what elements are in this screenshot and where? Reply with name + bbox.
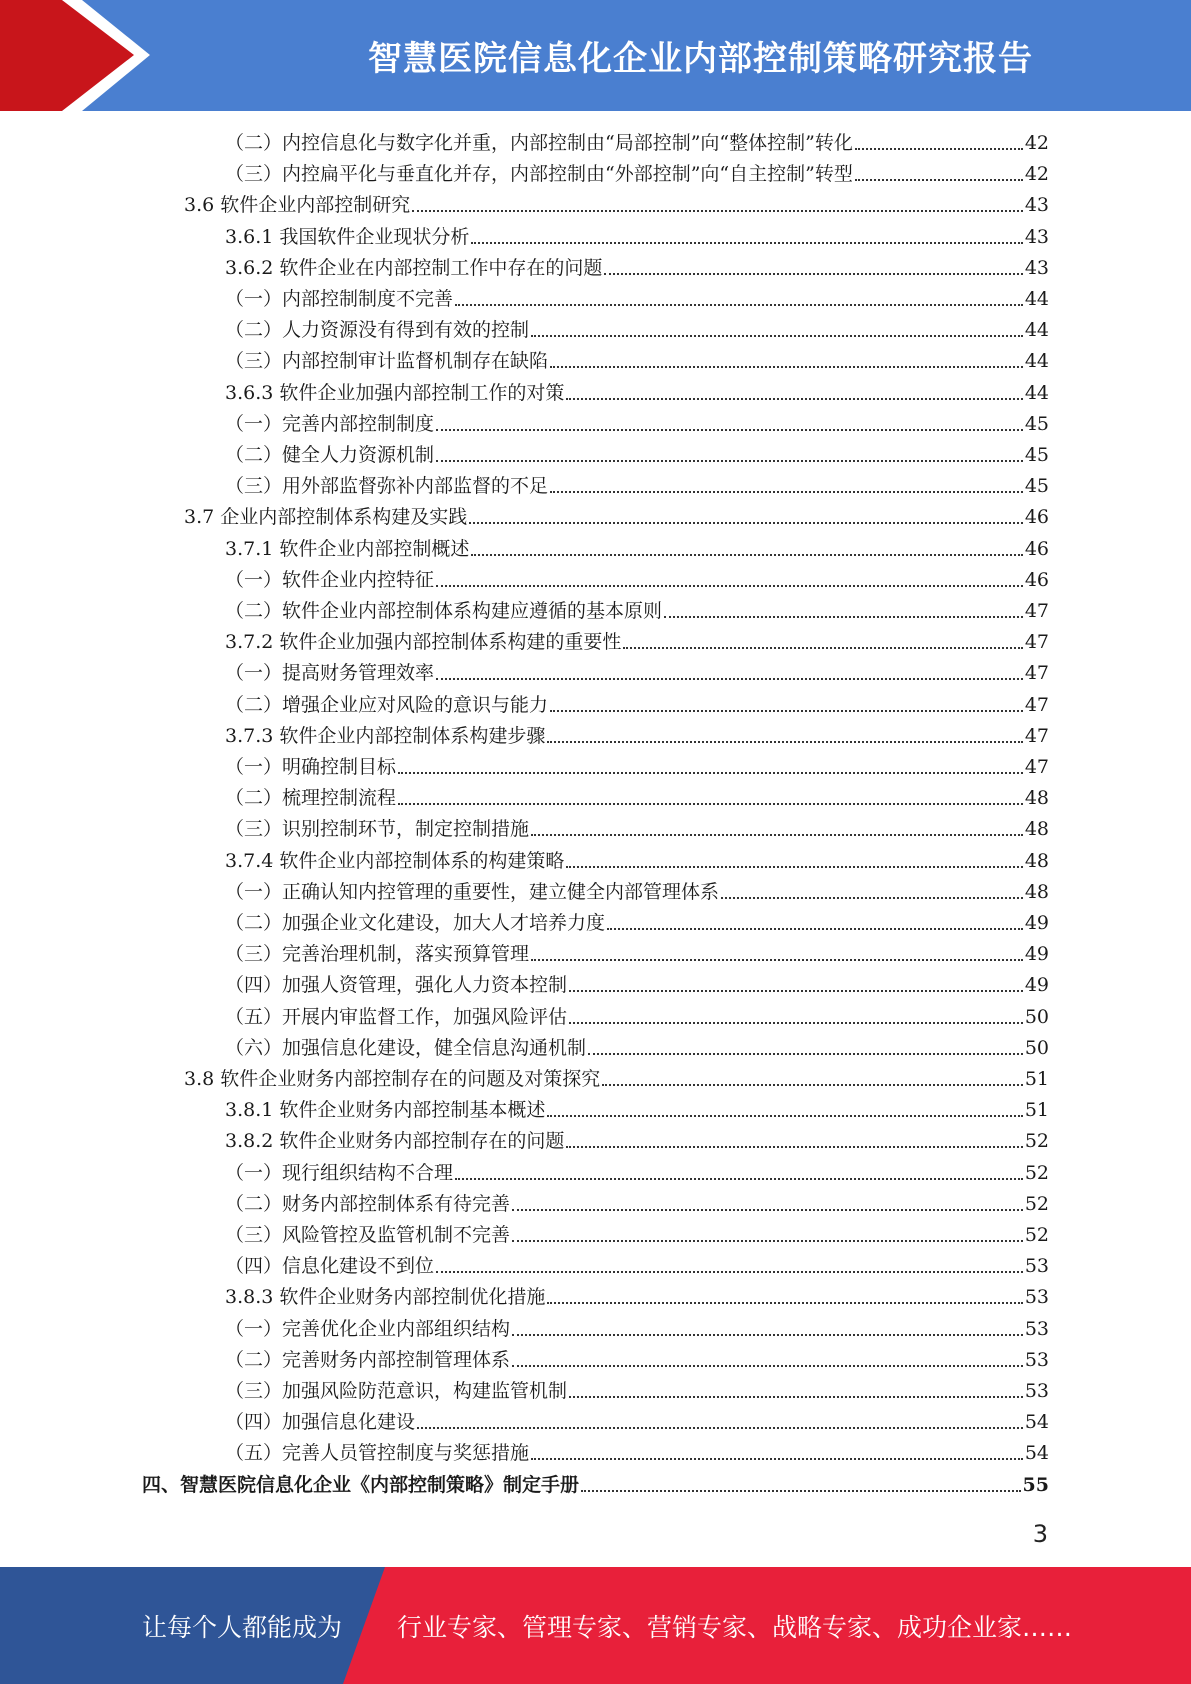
toc-entry-title: 四、智慧医院信息化企业《内部控制策略》制定手册 <box>142 1473 580 1496</box>
toc-entry[interactable] <box>225 939 1049 970</box>
toc-entry[interactable] <box>225 658 1049 689</box>
toc-dot-leader <box>417 1407 1023 1438</box>
toc-entry-page: 43 <box>1024 194 1049 217</box>
toc-dot-leader <box>398 783 1023 814</box>
toc-entry-title: （三）内控扁平化与垂直化并存，内部控制由“外部控制”向“自主控制”转型 <box>225 163 853 186</box>
toc-entry-title: （二）完善财务内部控制管理体系 <box>225 1348 511 1371</box>
toc-entry[interactable] <box>225 1220 1049 1251</box>
toc-entry-page: 48 <box>1024 787 1049 810</box>
toc-dot-leader <box>566 846 1022 877</box>
toc-entry-page: 44 <box>1024 319 1049 342</box>
page-header <box>0 0 1191 111</box>
toc-entry-page: 53 <box>1024 1380 1049 1402</box>
toc-entry[interactable] <box>225 440 1049 471</box>
toc-entry[interactable] <box>225 1126 1049 1157</box>
toc-entry[interactable] <box>225 534 1049 565</box>
toc-dot-leader <box>436 409 1023 440</box>
toc-entry[interactable] <box>225 1033 1049 1064</box>
toc-entry-page: 42 <box>1024 163 1049 186</box>
toc-entry[interactable] <box>225 814 1049 845</box>
toc-dot-leader <box>531 939 1023 970</box>
toc-entry-page: 54 <box>1024 1411 1049 1434</box>
toc-entry-title: （四）加强人资管理，强化人力资本控制 <box>225 974 568 997</box>
toc-dot-leader <box>512 1314 1023 1345</box>
toc-entry-page: 48 <box>1024 849 1049 872</box>
toc-entry-title: （五）开展内审监督工作，加强风险评估 <box>225 1005 568 1028</box>
toc-entry-page: 52 <box>1024 1130 1049 1153</box>
toc-entry[interactable] <box>225 128 1049 159</box>
toc-entry-page: 53 <box>1024 1348 1049 1371</box>
footer-slogan-left: 让每个人都能成为 <box>142 1612 343 1642</box>
toc-entry-page: 51 <box>1024 1099 1049 1122</box>
toc-entry-title: 3.7.3 软件企业内部控制体系构建步骤 <box>225 724 546 747</box>
toc-dot-leader <box>455 1158 1023 1189</box>
toc-entry[interactable] <box>225 1189 1049 1220</box>
toc-entry[interactable] <box>225 1314 1049 1345</box>
toc-entry[interactable] <box>225 596 1049 627</box>
toc-dot-leader <box>566 1126 1022 1157</box>
toc-entry-page: 52 <box>1024 1192 1049 1215</box>
toc-entry-title: （二）加强企业文化建设，加大人才培养力度 <box>225 912 606 934</box>
toc-dot-leader <box>623 627 1022 658</box>
toc-entry[interactable] <box>225 1438 1049 1469</box>
toc-entry-title: 3.6.2 软件企业在内部控制工作中存在的问题 <box>225 256 603 279</box>
toc-entry-title: （二）内控信息化与数字化并重，内部控制由“局部控制”向“整体控制”转化 <box>225 132 853 154</box>
toc-entry[interactable] <box>225 409 1049 440</box>
toc-entry-title: 3.7.1 软件企业内部控制概述 <box>225 537 470 560</box>
toc-entry[interactable] <box>142 1470 1049 1501</box>
toc-entry-page: 45 <box>1024 475 1049 498</box>
toc-dot-leader <box>469 502 1023 533</box>
toc-entry-page: 54 <box>1024 1442 1049 1465</box>
toc-entry-title: （一）明确控制目标 <box>225 756 397 778</box>
toc-entry-page: 48 <box>1024 880 1049 903</box>
toc-entry[interactable] <box>225 1002 1049 1033</box>
toc-entry-page: 52 <box>1024 1161 1049 1184</box>
toc-dot-leader <box>471 534 1022 565</box>
toc-entry-title: （一）正确认知内控管理的重要性，建立健全内部管理体系 <box>225 880 720 903</box>
toc-entry-page: 44 <box>1024 381 1049 404</box>
toc-entry-page: 45 <box>1024 412 1049 435</box>
toc-entry-title: （一）软件企业内控特征 <box>225 568 435 591</box>
toc-entry-page: 42 <box>1024 132 1049 154</box>
toc-dot-leader <box>512 1345 1023 1376</box>
toc-entry-page: 49 <box>1024 974 1049 997</box>
toc-entry-title: （二）健全人力资源机制 <box>225 444 435 466</box>
toc-dot-leader <box>547 1095 1022 1126</box>
toc-entry-page: 49 <box>1024 912 1049 934</box>
toc-entry-title: 3.6.3 软件企业加强内部控制工作的对策 <box>225 381 565 404</box>
toc-entry[interactable] <box>225 752 1049 783</box>
toc-entry[interactable] <box>225 1251 1049 1282</box>
toc-entry[interactable] <box>225 1158 1049 1189</box>
toc-dot-leader <box>412 190 1023 221</box>
toc-dot-leader <box>588 1033 1023 1064</box>
toc-dot-leader <box>569 970 1023 1001</box>
toc-entry[interactable] <box>225 970 1049 1001</box>
toc-entry[interactable] <box>225 565 1049 596</box>
toc-entry-page: 44 <box>1024 350 1049 373</box>
toc-dot-leader <box>436 658 1023 689</box>
toc-entry[interactable] <box>225 159 1049 190</box>
toc-entry-title: 3.8.3 软件企业财务内部控制优化措施 <box>225 1286 546 1309</box>
toc-dot-leader <box>602 1064 1023 1095</box>
footer-slogan-right: 行业专家、管理专家、营销专家、战略专家、成功企业家…… <box>397 1612 1073 1642</box>
toc-entry-page: 47 <box>1024 756 1049 778</box>
toc-dot-leader <box>531 814 1023 845</box>
toc-entry[interactable] <box>225 908 1049 939</box>
toc-entry[interactable] <box>225 846 1049 877</box>
toc-dot-leader <box>436 440 1023 471</box>
toc-entry-title: （二）软件企业内部控制体系构建应遵循的基本原则 <box>225 600 663 622</box>
toc-entry-page: 52 <box>1024 1224 1049 1246</box>
toc-entry-title: （一）现行组织结构不合理 <box>225 1161 454 1184</box>
toc-entry-page: 47 <box>1024 600 1049 622</box>
toc-entry-page: 45 <box>1024 444 1049 466</box>
toc-dot-leader <box>581 1470 1021 1501</box>
toc-dot-leader <box>398 752 1023 783</box>
toc-entry[interactable] <box>225 783 1049 814</box>
toc-entry-title: （一）提高财务管理效率 <box>225 662 435 685</box>
toc-entry[interactable] <box>225 222 1049 253</box>
toc-dot-leader <box>512 1220 1023 1251</box>
toc-entry[interactable] <box>225 877 1049 908</box>
toc-entry-page: 47 <box>1024 693 1049 716</box>
toc-entry-title: （三）用外部监督弥补内部监督的不足 <box>225 475 549 498</box>
toc-entry[interactable] <box>225 627 1049 658</box>
toc-entry-title: （一）完善内部控制制度 <box>225 412 435 435</box>
toc-entry-page: 46 <box>1024 537 1049 560</box>
toc-entry[interactable] <box>225 1095 1049 1126</box>
toc-entry-page: 48 <box>1024 818 1049 841</box>
toc-entry-title: 3.8.1 软件企业财务内部控制基本概述 <box>225 1099 546 1122</box>
toc-entry-page: 53 <box>1024 1255 1049 1278</box>
toc-entry-page: 55 <box>1022 1473 1049 1496</box>
toc-entry-page: 44 <box>1024 288 1049 310</box>
toc-entry-page: 53 <box>1024 1317 1049 1340</box>
toc-entry[interactable] <box>225 690 1049 721</box>
toc-dot-leader <box>455 284 1023 315</box>
toc-entry-page: 47 <box>1024 724 1049 747</box>
page-footer <box>0 1567 1191 1684</box>
toc-entry-page: 53 <box>1024 1286 1049 1309</box>
toc-entry-title: （三）识别控制环节，制定控制措施 <box>225 818 530 841</box>
toc-entry[interactable] <box>184 502 1049 533</box>
toc-entry-title: （四）加强信息化建设 <box>225 1411 416 1434</box>
toc-dot-leader <box>547 721 1022 752</box>
toc-dot-leader <box>531 1438 1023 1469</box>
toc-dot-leader <box>531 315 1023 346</box>
toc-dot-leader <box>569 1002 1023 1033</box>
toc-entry-page: 47 <box>1024 631 1049 654</box>
toc-entry-title: 3.8 软件企业财务内部控制存在的问题及对策探究 <box>184 1068 601 1090</box>
toc-entry-title: （一）内部控制制度不完善 <box>225 288 454 310</box>
toc-entry-title: （三）完善治理机制，落实预算管理 <box>225 943 530 966</box>
toc-dot-leader <box>664 596 1023 627</box>
toc-entry[interactable] <box>225 346 1049 377</box>
toc-entry[interactable] <box>225 253 1049 284</box>
toc-entry[interactable] <box>225 315 1049 346</box>
toc-entry-page: 49 <box>1024 943 1049 966</box>
toc-entry-page: 43 <box>1024 225 1049 248</box>
toc-entry-title: （四）信息化建设不到位 <box>225 1255 435 1278</box>
toc-entry[interactable] <box>225 284 1049 315</box>
toc-entry-title: 3.7.4 软件企业内部控制体系的构建策略 <box>225 849 565 872</box>
toc-entry[interactable] <box>184 1064 1049 1095</box>
toc-entry-page: 47 <box>1024 662 1049 685</box>
toc-dot-leader <box>566 378 1022 409</box>
header-title: 智慧医院信息化企业内部控制策略研究报告 <box>368 39 1033 79</box>
toc-entry-page: 50 <box>1024 1005 1049 1028</box>
toc-entry-title: 3.8.2 软件企业财务内部控制存在的问题 <box>225 1130 565 1153</box>
toc-entry[interactable] <box>225 378 1049 409</box>
toc-dot-leader <box>471 222 1022 253</box>
toc-dot-leader <box>436 1251 1023 1282</box>
toc-entry-page: 43 <box>1024 256 1049 279</box>
toc-entry-page: 46 <box>1024 506 1049 529</box>
toc-entry[interactable] <box>225 1376 1049 1407</box>
toc-entry[interactable] <box>225 1407 1049 1438</box>
toc-dot-leader <box>547 1282 1022 1313</box>
toc-dot-leader <box>436 565 1023 596</box>
toc-dot-leader <box>550 346 1023 377</box>
toc-entry-title: （二）梳理控制流程 <box>225 787 397 810</box>
toc-entry[interactable] <box>225 1345 1049 1376</box>
toc-dot-leader <box>604 253 1022 284</box>
toc-dot-leader <box>550 471 1023 502</box>
toc-dot-leader <box>607 908 1023 939</box>
toc-entry-title: （二）增强企业应对风险的意识与能力 <box>225 693 549 716</box>
toc-entry-title: 3.6.1 我国软件企业现状分析 <box>225 225 470 248</box>
toc-entry-title: （三）内部控制审计监督机制存在缺陷 <box>225 350 549 373</box>
toc-entry[interactable] <box>225 1282 1049 1313</box>
toc-entry-title: （一）完善优化企业内部组织结构 <box>225 1317 511 1340</box>
toc-dot-leader <box>569 1376 1023 1407</box>
toc-entry-title: （三）加强风险防范意识，构建监管机制 <box>225 1380 568 1402</box>
toc-entry-title: 3.6 软件企业内部控制研究 <box>184 194 411 217</box>
toc-entry-title: 3.7.2 软件企业加强内部控制体系构建的重要性 <box>225 631 622 654</box>
toc-entry-title: （二）财务内部控制体系有待完善 <box>225 1192 511 1215</box>
toc-entry-title: 3.7 企业内部控制体系构建及实践 <box>184 506 468 529</box>
toc-dot-leader <box>550 690 1023 721</box>
toc-entry-title: （五）完善人员管控制度与奖惩措施 <box>225 1442 530 1465</box>
toc-entry[interactable] <box>225 721 1049 752</box>
toc-dot-leader <box>512 1189 1023 1220</box>
toc-entry-title: （三）风险管控及监管机制不完善 <box>225 1224 511 1246</box>
toc-dot-leader <box>855 159 1023 190</box>
toc-entry[interactable] <box>184 190 1049 221</box>
toc-entry-page: 50 <box>1024 1036 1049 1059</box>
toc-entry-page: 46 <box>1024 568 1049 591</box>
toc-entry[interactable] <box>225 471 1049 502</box>
toc-entry-title: （六）加强信息化建设，健全信息沟通机制 <box>225 1036 587 1059</box>
toc-dot-leader <box>855 128 1023 159</box>
toc-dot-leader <box>721 877 1023 908</box>
toc-entry-title: （二）人力资源没有得到有效的控制 <box>225 319 530 342</box>
toc-entry-page: 51 <box>1024 1068 1049 1090</box>
page-number: 3 <box>1032 1520 1048 1548</box>
